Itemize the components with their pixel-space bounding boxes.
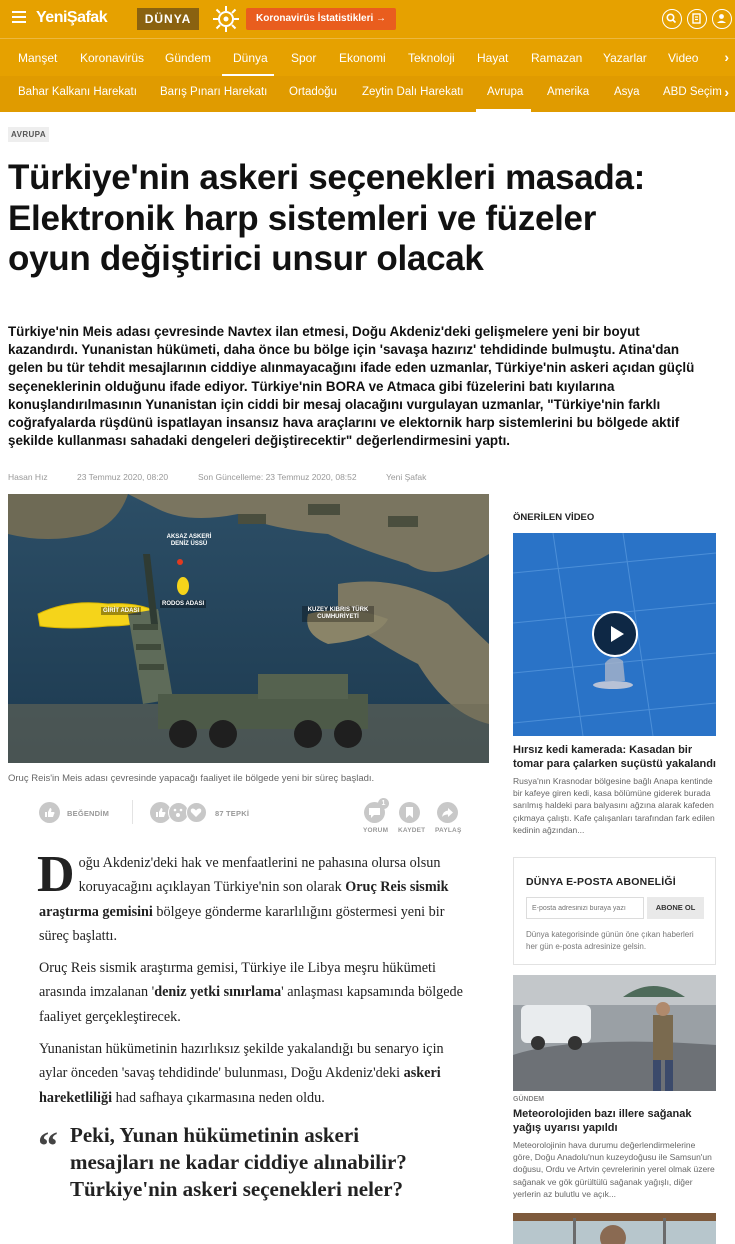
like-label[interactable]: BEĞENDİM <box>67 809 110 818</box>
nav-next-chevron-icon[interactable]: › <box>724 49 729 65</box>
nav-item-teknoloji[interactable]: Teknoloji <box>408 51 455 65</box>
paragraph-2-text-c: ' anlaşması kapsamında bölgede faaliyet gerçekleştirecek. <box>39 984 463 1025</box>
rain-news-headline[interactable]: Meteorolojiden bazı illere sağanak yağış uyarısı yapıldı <box>513 1108 692 1134</box>
subnav-item-zeytin-dali[interactable]: Zeytin Dalı Harekatı <box>362 86 464 98</box>
subnav-item-amerika[interactable]: Amerika <box>547 86 590 98</box>
play-icon[interactable] <box>592 611 638 657</box>
paragraph-1-bold: Oruç Reis sismik araştırma gemisini <box>39 879 449 920</box>
user-icon[interactable] <box>712 9 732 29</box>
nav-item-ramazan[interactable]: Ramazan <box>531 51 583 65</box>
nav-item-video[interactable]: Video <box>668 51 699 65</box>
subnav-item-ortadogu[interactable]: Ortadoğu <box>289 86 337 98</box>
sub-nav <box>0 76 735 112</box>
section-badge[interactable]: DÜNYA <box>137 8 199 30</box>
article-title: Türkiye'nin askeri seçenekleri masada: Elektronik harp sistemleri ve füzeler oyun değiştirici unsur olacak <box>8 158 646 278</box>
newsletter-title: DÜNYA E-POSTA ABONELİĞİ <box>526 876 676 888</box>
nav-item-koronavirus[interactable]: Koronavirüs <box>80 51 145 65</box>
menu-icon[interactable] <box>12 11 26 23</box>
image-label-girit: GİRİT ADASI <box>103 608 140 614</box>
newsletter-box <box>513 857 716 965</box>
paragraph-2-bold: deniz yetki sınırlama <box>154 984 282 1001</box>
paragraph-2-text-a: Oruç Reis sismik araştırma gemisi, Türkiye ile Libya meşru hükümeti arasında imzalanan ' <box>39 960 436 1001</box>
nav-item-manset[interactable]: Manşet <box>18 51 58 65</box>
site-logo[interactable]: YeniŞafak <box>36 9 108 26</box>
nav-item-ekonomi[interactable]: Ekonomi <box>339 51 386 65</box>
article-source: Yeni Şafak <box>386 472 427 482</box>
subscribe-button[interactable]: ABONE OL <box>647 897 704 919</box>
newsletter-note: Dünya kategorisinde günün öne çıkan haberleri her gün e-posta adresinize gelsin. <box>526 930 694 951</box>
article-paragraph-1 <box>37 846 469 949</box>
subnav-item-baris-pinari[interactable]: Barış Pınarı Harekatı <box>160 86 268 98</box>
nav-item-dunya[interactable]: Dünya <box>233 51 268 65</box>
recommended-video-thumbnail[interactable] <box>513 533 716 736</box>
recommended-video-snippet: Rusya'nın Krasnodar bölgesine bağlı Anapa kentinde bir kafeye giren kedi, kasa bölümüne giderek burada sarılmış haldeki para balyasını ağzına alarak kafeden çıkmaya çalıştı. Kafe çalışanları tarafından fark edilen kedinin ağzından... <box>513 776 715 835</box>
search-icon[interactable] <box>662 9 682 29</box>
reaction-heart-icon[interactable] <box>186 802 207 823</box>
share-icon[interactable] <box>437 802 458 823</box>
paragraph-3-text-a: Yunanistan hükümetinin hazırlıksız şekilde yakalandığı bu senaryo için aylar önceden 'savaş tehdidinde' bulunması, Doğu Akdeniz'deki <box>39 1041 444 1082</box>
image-label-rodos: RODOS ADASI <box>162 601 205 607</box>
recommended-video-title: ÖNERİLEN VİDEO <box>513 512 595 523</box>
subnav-item-avrupa[interactable]: Avrupa <box>487 86 524 98</box>
dropcap: D <box>37 846 75 903</box>
paragraph-1-text-a: oğu Akdeniz'deki hak ve menfaatlerini ne pahasına olursa olsun koruyacağını açıklayan Türkiye'nin son olarak <box>78 855 441 896</box>
image-label-kktc: KUZEY KIBRIS TÜRK CUMHURİYETİ <box>302 606 374 622</box>
save-label[interactable]: KAYDET <box>398 827 426 834</box>
paragraph-1-text-c: bölgeye gönderme kararlılığını göstermesi yeni bir süreç başlattı. <box>39 903 445 945</box>
article-hero-image <box>8 494 489 763</box>
virus-icon <box>212 5 240 33</box>
top-bar <box>0 0 735 38</box>
share-label[interactable]: PAYLAŞ <box>435 827 462 834</box>
image-label-aksaz: AKSAZ ASKERİ DENİZ ÜSSÜ <box>166 534 212 547</box>
recommended-video-headline[interactable]: Hırsız kedi kamerada: Kasadan bir tomar para çalarken suçüstü yakalandı <box>513 744 716 770</box>
subnav-next-chevron-icon[interactable]: › <box>724 84 729 100</box>
article-summary: Türkiye'nin Meis adası çevresinde Navtex ilan etmesi, Doğu Akdeniz'deki gelişmelere yeni bir boyut kazandırdı. Yunanistan hükümeti, daha önce bu bölge için 'savaşa hazırız' tehdidinde bulmuştu. Atina'dan gelen bu tür tehdit mesajlarının ciddiye alınmayacağını ifade eden uzmanlar, Türkiye'nin askeri açıdan güçlü seçeneklerinin olduğunu ifade ediyor. Türkiye'nin BORA ve Atmaca gibi füzelerini batı kıyılarına konuşlandırılmasının Yunanistan için ciddi bir mesaj olacağını vurgulayan uzmanlar, "Türkiye'nin farklı coğrafyalarda rüşdünü ispatlayan insansız hava araçlarını ve elektornik harp sistemlerini bu bölgede aktif şekilde kullanması sahadaki dengeleri değiştirecektir" değerlendirmesini yaptı. <box>8 324 695 449</box>
newsletter-email-input[interactable] <box>526 897 644 919</box>
rain-news-image[interactable] <box>513 975 716 1091</box>
article-date: 23 Temmuz 2020, 08:20 <box>77 472 169 482</box>
subnav-active-indicator <box>476 109 531 112</box>
nav-item-hayat[interactable]: Hayat <box>477 51 509 65</box>
paragraph-3-text-c: had safhaya çıkarmasına neden oldu. <box>112 1089 325 1106</box>
news-category-tag[interactable]: GÜNDEM <box>513 1096 545 1103</box>
newspaper-icon[interactable] <box>687 9 707 29</box>
subnav-item-asya[interactable]: Asya <box>614 86 640 98</box>
subnav-item-bahar-kalkani[interactable]: Bahar Kalkanı Harekatı <box>18 86 137 98</box>
reaction-count[interactable]: 87 TEPKİ <box>215 809 250 818</box>
nav-item-gundem[interactable]: Gündem <box>165 51 212 65</box>
subnav-item-abd-secim[interactable]: ABD Seçim <box>663 86 722 98</box>
comment-count-badge: 1 <box>378 798 389 809</box>
social-divider <box>132 800 133 824</box>
rain-news-snippet: Meteorolojinin hava durumu değerlendirmelerine göre, Doğu Anadolu'nun kuzeydoğusu ile Samsun'un doğusu, Ordu ve Artvin çevrelerinin yerel olmak üzere sağanak ve gök gürültülü sağanak yağışlı, diğer yerlerin az bulutlu ve açık... <box>513 1140 715 1199</box>
next-news-thumbnail[interactable] <box>513 1213 716 1244</box>
category-tag[interactable]: AVRUPA <box>8 127 49 142</box>
nav-item-yazarlar[interactable]: Yazarlar <box>603 51 647 65</box>
paragraph-3-bold: askeri hareketliliği <box>39 1065 441 1106</box>
nav-item-spor[interactable]: Spor <box>291 51 317 65</box>
like-icon[interactable] <box>39 802 60 823</box>
article-updated: Son Güncelleme: 23 Temmuz 2020, 08:52 <box>198 472 357 482</box>
corona-stats-button[interactable]: Koronavirüs İstatistikleri → <box>246 8 396 30</box>
article-paragraph-3 <box>39 1037 469 1110</box>
comment-label[interactable]: YORUM <box>363 827 389 834</box>
quote-mark-icon: “ <box>38 1123 58 1168</box>
image-caption: Oruç Reis'in Meis adası çevresinde yapacağı faaliyet ile bölgede yeni bir süreç başladı. <box>8 773 375 784</box>
main-nav <box>0 38 735 76</box>
pull-quote: Peki, Yunan hükümetinin askeri mesajları ne kadar ciddiye alınabilir? Türkiye'nin askeri seçenekleri neler? <box>70 1123 407 1201</box>
article-paragraph-2 <box>39 956 469 1029</box>
save-icon[interactable] <box>399 802 420 823</box>
article-author[interactable]: Hasan Hız <box>8 472 48 482</box>
